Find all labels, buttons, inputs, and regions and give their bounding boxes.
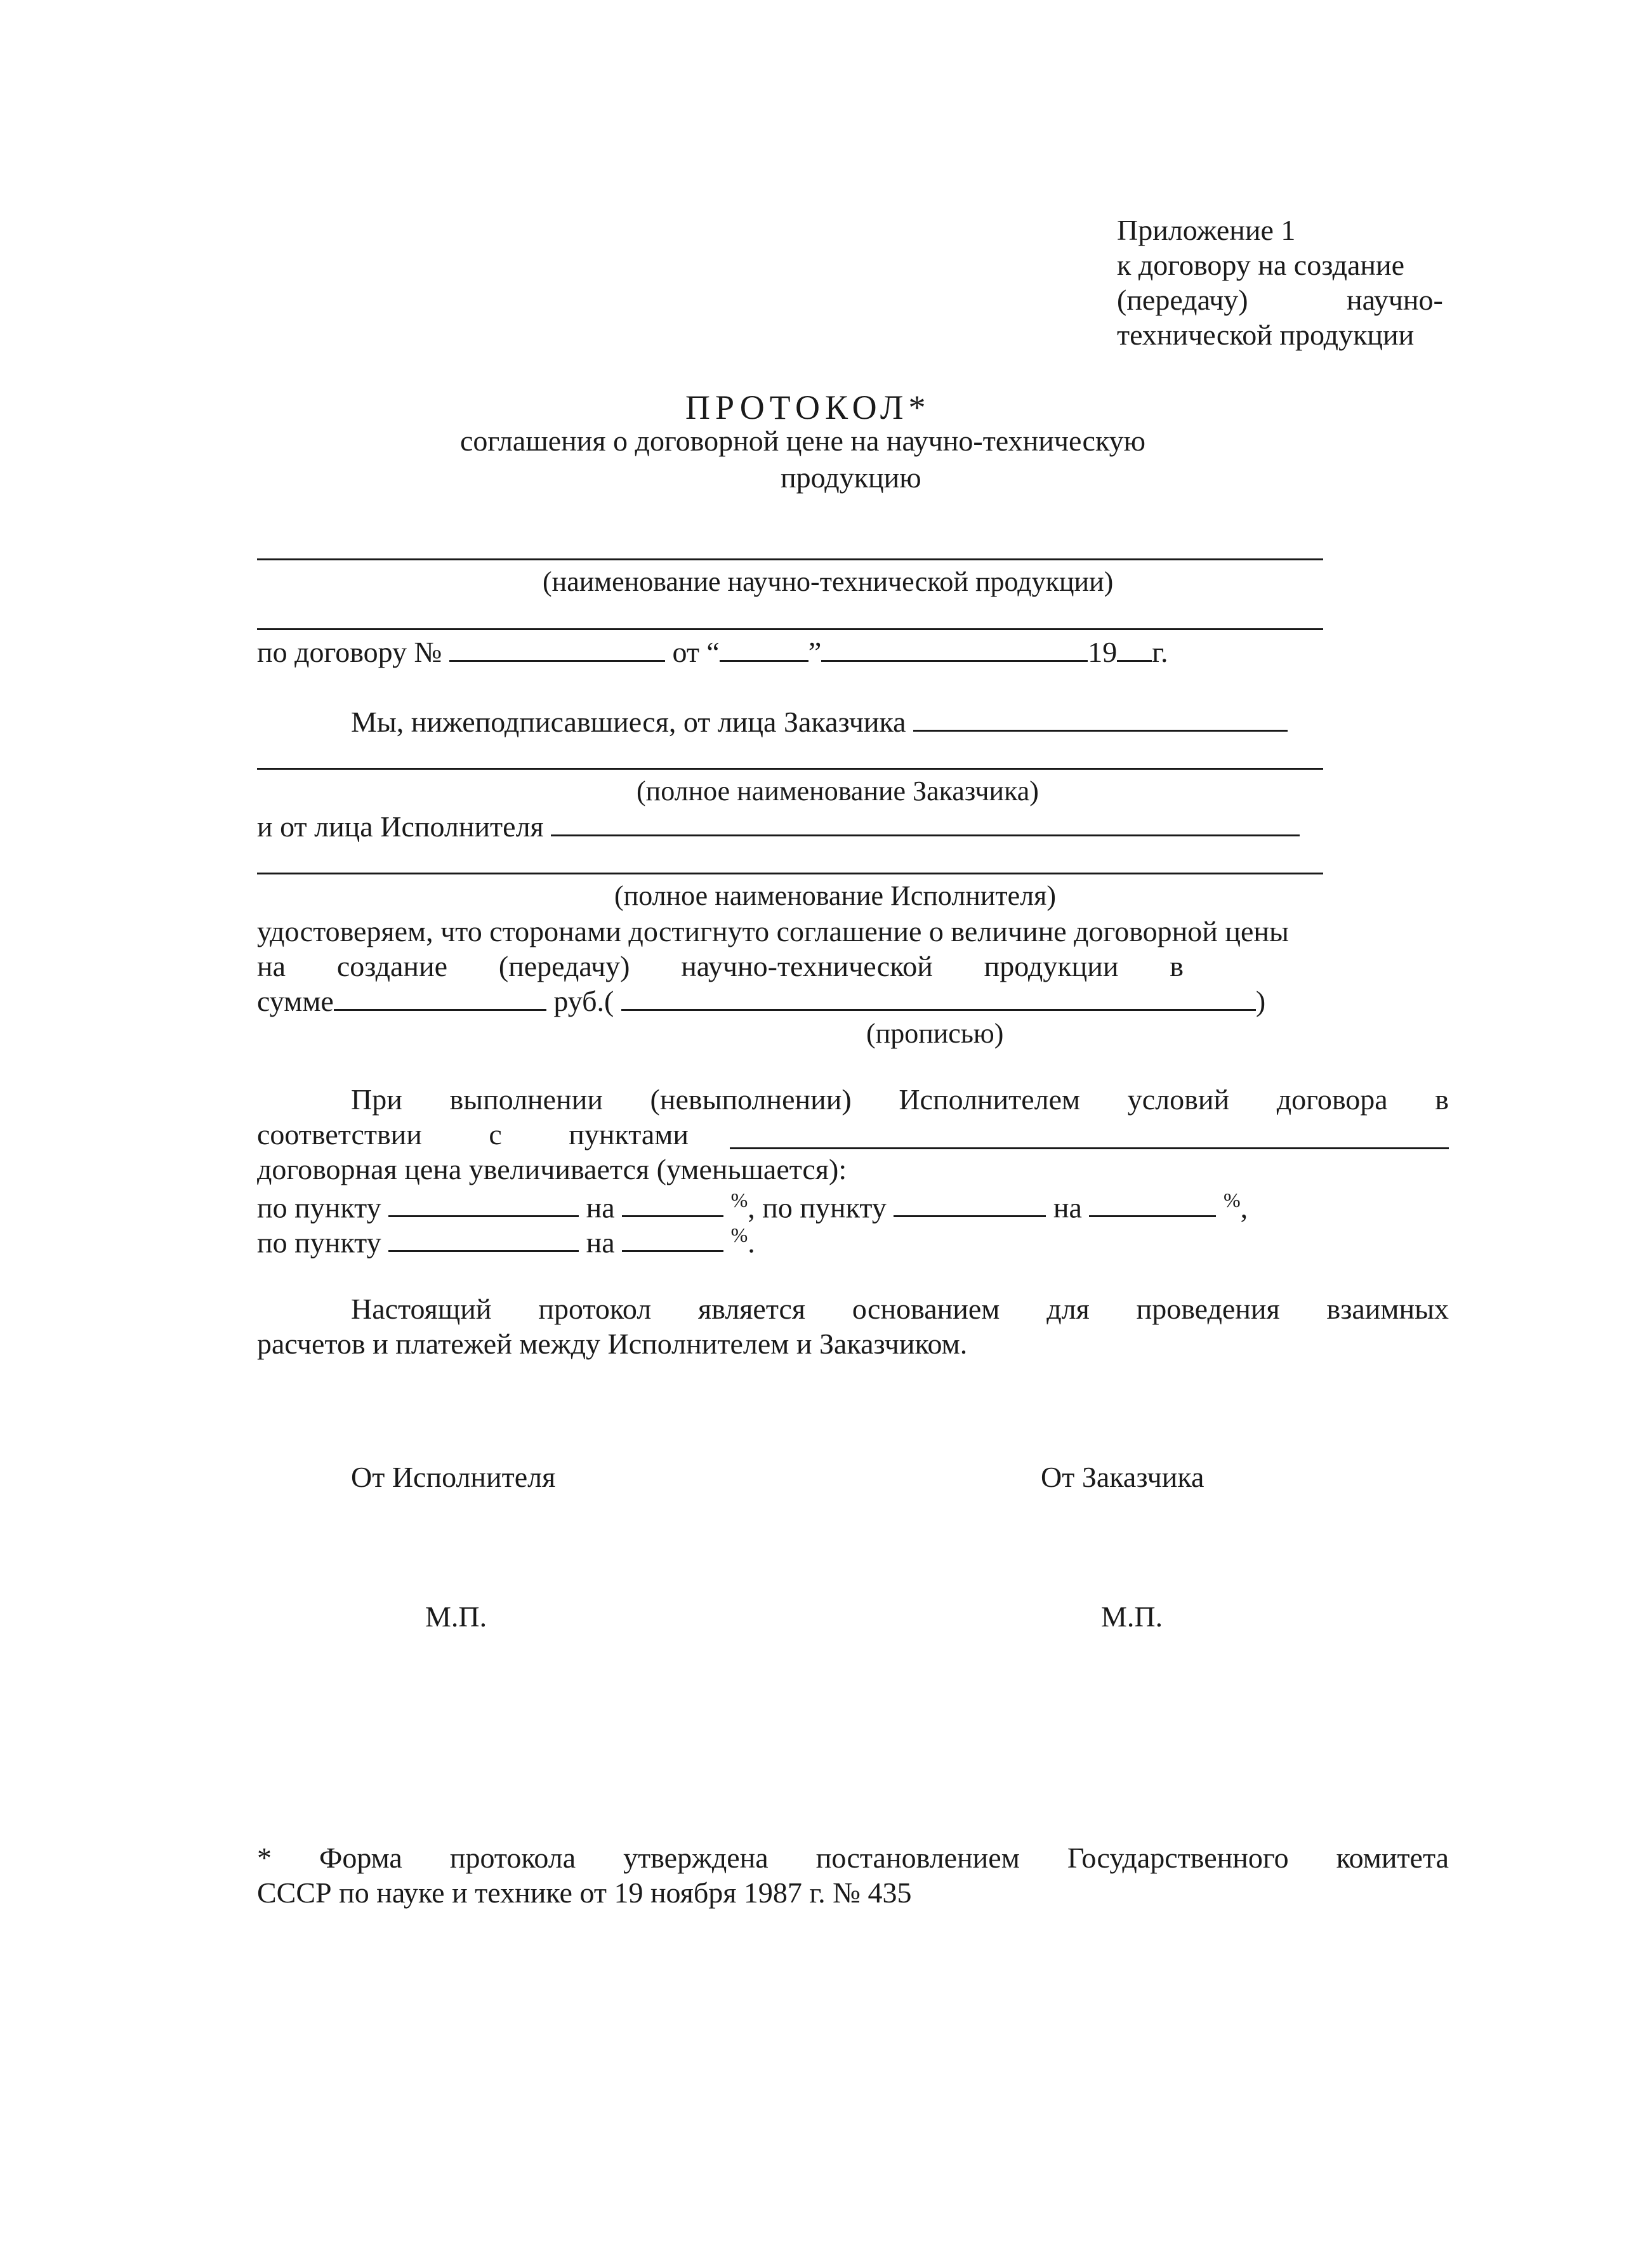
sum-label: сумме <box>257 985 334 1017</box>
comma: , <box>1240 1191 1248 1224</box>
contract-number-row <box>257 638 1168 667</box>
clause-3-percent-field[interactable] <box>622 1249 723 1252</box>
word: протокола <box>449 1842 576 1874</box>
quote-close: ” <box>808 636 822 668</box>
appendix-line-1: Приложение 1 <box>1117 214 1296 246</box>
protocol-title: ПРОТОКОЛ* <box>685 388 931 426</box>
seal-right: М.П. <box>1101 1600 1163 1633</box>
product-name-caption: (наименование научно-технической продукции) <box>543 566 1114 597</box>
conditions-line-3: договорная цена увеличивается (уменьшается): <box>257 1153 847 1185</box>
words-caption: (прописью) <box>866 1018 1004 1049</box>
word: на <box>257 950 286 982</box>
word: пунктами <box>569 1118 689 1150</box>
certify-line-2 <box>257 952 1184 981</box>
seal-left: М.П. <box>425 1600 487 1633</box>
clauses-field[interactable] <box>730 1147 1449 1149</box>
word: основанием <box>852 1293 1000 1325</box>
sum-field[interactable] <box>334 1008 546 1011</box>
word: является <box>698 1293 806 1325</box>
sum-in-words-field[interactable] <box>621 1008 1256 1011</box>
basis-line-1 <box>351 1295 1449 1324</box>
customer-row <box>351 708 1288 737</box>
percent-mark: % <box>730 1223 748 1246</box>
clause-separator: , по пункту <box>748 1191 887 1224</box>
conditions-line-2 <box>257 1120 689 1149</box>
appendix-line-4: технической продукции <box>1117 319 1415 351</box>
executor-caption: (полное наименование Исполнителя) <box>614 880 1057 911</box>
contract-number-field[interactable] <box>449 659 665 662</box>
protocol-subtitle-1: соглашения о договорной цене на научно-техническую <box>460 425 1146 457</box>
sum-row <box>257 987 1265 1016</box>
percent-mark: % <box>730 1189 748 1211</box>
word: постановлением <box>815 1842 1020 1874</box>
word: научно-технической <box>681 950 933 982</box>
contract-day-field[interactable] <box>720 659 808 662</box>
year-suffix: г. <box>1152 636 1168 668</box>
word: создание <box>336 950 448 982</box>
clause-3-field[interactable] <box>388 1249 579 1252</box>
product-name-line[interactable] <box>257 558 1323 560</box>
executor-row <box>257 812 1300 841</box>
executor-label: и от лица Исполнителя <box>257 810 544 843</box>
word: выполнении <box>449 1083 603 1116</box>
clause-2-field[interactable] <box>894 1215 1046 1217</box>
basis-line-2: расчетов и платежей между Исполнителем и Заказчиком. <box>257 1328 968 1360</box>
by-label: на <box>586 1226 615 1259</box>
signature-customer: От Заказчика <box>1041 1461 1204 1493</box>
word: соответствии <box>257 1118 422 1150</box>
clause-row-2 <box>257 1225 755 1257</box>
paren-close: ) <box>1255 985 1266 1017</box>
we-text: Мы, нижеподписавшиеся, от лица Заказчика <box>351 706 906 738</box>
executor-name-field[interactable] <box>551 834 1300 836</box>
word: в <box>1435 1083 1449 1116</box>
percent-mark: % <box>1223 1189 1241 1211</box>
by-label: на <box>1053 1191 1082 1224</box>
contract-year-field[interactable] <box>1117 659 1152 662</box>
word: Государственного <box>1067 1842 1289 1874</box>
period: . <box>748 1226 755 1259</box>
word: Настоящий <box>351 1293 492 1325</box>
executor-name-line[interactable] <box>257 873 1323 874</box>
year-prefix: 19 <box>1088 636 1118 668</box>
signature-executor: От Исполнителя <box>351 1461 556 1493</box>
appendix-line-3a: (передачу) <box>1117 284 1248 316</box>
customer-caption: (полное наименование Заказчика) <box>637 775 1039 807</box>
word: взаимных <box>1326 1293 1449 1325</box>
conditions-line-1 <box>351 1085 1449 1114</box>
word: условий <box>1127 1083 1230 1116</box>
word: * <box>257 1842 272 1874</box>
by-label: на <box>586 1191 615 1224</box>
rub-label: руб.( <box>553 985 614 1017</box>
protocol-subtitle-2: продукцию <box>781 461 921 494</box>
word: При <box>351 1083 402 1116</box>
word: проведения <box>1136 1293 1280 1325</box>
word: договора <box>1276 1083 1388 1116</box>
clause-row-1 <box>257 1190 1248 1222</box>
appendix-line-2: к договору на создание <box>1117 249 1405 281</box>
word: комитета <box>1336 1842 1449 1874</box>
footnote-line-2: СССР по науке и технике от 19 ноября 1987 г. № 435 <box>257 1876 912 1909</box>
word: с <box>489 1118 502 1150</box>
clause-2-percent-field[interactable] <box>1089 1215 1216 1217</box>
word: Исполнителем <box>899 1083 1081 1116</box>
customer-name-line[interactable] <box>257 768 1323 770</box>
clause-label: по пункту <box>257 1226 381 1259</box>
contract-label: по договору № <box>257 636 442 668</box>
clause-1-percent-field[interactable] <box>622 1215 723 1217</box>
contract-from-label: от “ <box>672 636 720 668</box>
product-name-line-2[interactable] <box>257 628 1323 630</box>
word: утверждена <box>623 1842 769 1874</box>
certify-line-1: удостоверяем, что сторонами достигнуто соглашение о величине договорной цены <box>257 915 1289 947</box>
contract-month-field[interactable] <box>821 659 1088 662</box>
appendix-line-3b: научно- <box>1347 284 1443 316</box>
word: (передачу) <box>498 950 630 982</box>
customer-name-field[interactable] <box>913 729 1288 732</box>
word: (невыполнении) <box>650 1083 852 1116</box>
clause-label: по пункту <box>257 1191 381 1224</box>
word: для <box>1046 1293 1090 1325</box>
word: продукции <box>984 950 1119 982</box>
word: Форма <box>319 1842 402 1874</box>
word: в <box>1170 950 1184 982</box>
footnote-line-1 <box>257 1843 1449 1873</box>
word: протокол <box>538 1293 652 1325</box>
clause-1-field[interactable] <box>388 1215 579 1217</box>
